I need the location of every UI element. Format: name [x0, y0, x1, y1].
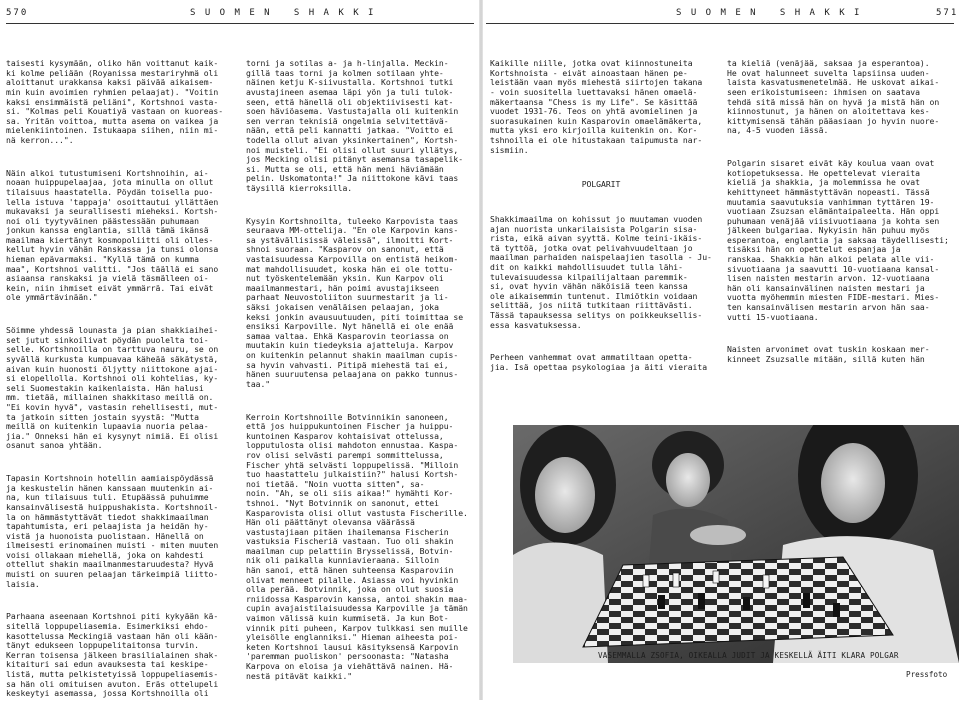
- header-rule-right: [486, 23, 954, 24]
- paragraph: taisesti kysymään, oliko hän voittanut kaik- ki kolme peliään (Royanissa mestariryhmä oli aloittanut urakkansa kaksi päivää aikaisem- min kuin avoimien ryhmien pelaajat). "Voitin kaksi ensimmäistä peliäni", Kortshnoi vasta- si. "Kolmas peli Kouatiyä vastaan on kuoreas- sa. Yritän voittoa, mutta asema on vaikea ja mielenkiintoinen. Istukaapa siihen, niin mi- nä kerron...".: [6, 58, 224, 145]
- column-1: [6, 40, 228, 722]
- photo-credit: Pressfoto: [906, 670, 948, 679]
- photo-image: [513, 425, 959, 663]
- paragraph: Kerroin Kortshnoille Botvinnikin sanoneen, että jos huippukuntoinen Fischer ja huippu- kuntoinen Kasparov kohtaisivat ottelussa, lopputulosta olisi mahdoton ennustaa. Kaspa- rov olisi selvästi parempi sommittelussa, Fischer yhtä selvästi loppupelissä. "Milloin tuo haastattelu julkaistiin?" halusi Kortsh- noi tietää. "Noin vuotta sitten", sa- noin. "Ah, se oli siis aikaa!" hymähti Kor- tshnoi. "Nyt Botvinnik on sanonut, ettei Kasparovista olisi ollut vastusta Fischerille. Hän oli päättänyt olevansa väärässä vastustajiaan pitäen ihailemansa Fischerin vastuksia Fischeriä vastaan. Tuo oli shakin maailman cup pelattiin Brysselissä, Botvin- nik oli paikalla kunniavieraana. Silloin hän sanoi, että hänen suhteensa Kasparoviin olivat menneet pilalle. Asiassa voi hyvinkin olla perää. Botvinnik, joka on ollut suosia rniidossa Kasparovin kanssa, antoi shakin maa- cupin avajaistilaisuudessa Karpoville ja tämän vaimon välissä kuin kummisetä. Ja kun Bot- vinnik piti puheen, Karpov tulkkasi sen muille yleisölle englanniksi." Hieman aiheesta poi- keten Kortshnoi lausui käsityksensä Karpovin 'paremman puoliskon' persoonasta: "Natasha Karpova on eloisa ja viehättävä nainen. Hä- nestä pitävät kaikki.": [246, 411, 468, 681]
- page-number-right: 571: [936, 8, 959, 18]
- column-4: [727, 40, 957, 378]
- paragraph: Kysyin Kortshnoilta, tuleeko Karpovista taas seuraava MM-ottelija. "En ole Karpovin kans- sa ystävällisissä väleissä", ilmoitti Kort- shnoi suoraan. "Kasparov on sanonut, että vastaisuudessa Karpovilla on entistä heikom- mat mahdollisuudet, koska hän ei ole tottu- nut työskentelemään yksin. Kun Karpov oli maailmanmestari, hän poimi avustajikseen parhaat Neuvostoliiton suurmestarit ja li- säksi jokaisen venäläisen pelaajan, joka keksi jonkin avausuutuuden, piti toimittaa se ensiksi Karpoville. Nyt hänellä ei ole enää samaa valtaa. Ehkä Kasparovin teoriassa on muutakin kuin tiedeyksia ajatteluja. Karpov on kuitenkin pelannut shakin maailman cupis- sa hyvin vahvasti. Pitipä miehestä tai ei, hänen suuruutensa pelaajana on pakko tunnus- taa.": [246, 215, 464, 389]
- page-number-left: 570: [6, 8, 29, 18]
- paragraph: Söimme yhdessä lounasta ja pian shakkiaihei- set jutut sinkoilivat pöydän puolelta toi- selle. Kortshnoilla on tarttuva nauru, se on syvällä kurkusta kumpuavaa käheää säkätystä, aivan kuin huonosti öljytty niittokone ajai- si elopellolla. Kortshnoi oli kohtelias, ky- seli Suomestakin kaikenlaista. Hän halusi mm. tietää, millainen shakkitaso meillä on. "Ei kovin hyvä", vastasin rehellisesti, mut- ta jatkoin sitten jostain syystä: "Mutta meillä on kuitenkin lupaavia nuoria pelaa- jia." Onneksi hän ei kysynyt nimiä. Ei olisi osanut sanoa yhtään.: [6, 325, 219, 451]
- photo-polgar-family: [513, 425, 959, 663]
- paragraph: Perheen vanhemmat ovat ammatiltaan opetta- jia. Isä opettaa psykologiaa ja äiti vieraita: [490, 352, 708, 372]
- photo-caption: VASEMMALLA ZSOFIA, OIKEALLA JUDIT JA KESKELLÄ ÄITI KLARA POLGAR: [598, 651, 899, 660]
- section-heading: POLGARIT: [581, 179, 621, 190]
- paragraph: Kaikille niille, jotka ovat kiinnostuneita Kortshnoista - eivät ainoastaan hänen pe- leistään vaan myös miehestä siirtojen takana - voin suositella luettavaksi hänen omaelä- mäkertaansa "Chess is my Life". Se käsittää vuodet 1931-76. Teos on yhtä avomielinen ja suorasukainen kuin Kasparovin omaelämäkerta, mutta yksi ero kirjoilla kuitenkin on. Kor- tshnoilla ei ole hitustakaan taipumusta nar- sismiin.: [490, 58, 703, 155]
- paragraph: Parhaana aseenaan Kortshnoi piti kykyään kä- sitellä loppupeliasemia. Esimerkiksi ehdo- kasottelussa Meckingiä vastaan hän oli kään- tänyt edukseen loppupelitaitonsa turvin. Kerran toisensa jälkeen brasilialainen shak- kitaituri sai edun avauksesta tai keskipe- listä, mutta pelkistetyissä loppupeliasemis- sa hän oli omituisen avuton. Eräs ottelupeli keskeytyi asemassa, jossa Kortshnoilla oli: [6, 611, 219, 699]
- paragraph: Polgarin sisaret eivät käy koulua vaan ovat kotiopetuksessa. He opettelevat vieraita kieliä ja shakkia, ja molemmissa he ovat kehittyneet hämmästyttävän nopeasti. Tässä muutamia saavutuksia vanhimman tyttären 19- vuotiaan Zsuzsan elämäntaipaleelta. Hän oppi puhumaan venäjää viisivuotiaana ja kohta sen jälkeen bulgariaa. Nykyisin hän puhuu myös esperantoa, englantia ja saksaa täydellisesti; tisäksi hän on opettelut espanjaa ja ranskaa. Shakkia hän alkoi pelata alle vii- sivuotiaana ja saavutti 10-vuotiaana kansal- lisen naisten mestarin arvon. 12-vuotiaana hän oli kansainvälinen naisten mestari ja vuotta myöhemmin miesten FIDE-mestari. Mies- ten kansainvälisen mestarin arvon hän saa- vutti 15-vuotiaana.: [727, 158, 949, 322]
- left-page: [0, 0, 480, 700]
- paragraph: Shakkimaailma on kohissut jo muutaman vuoden ajan nuorista unkarilaisista Polgarin sisa- rista, eikä aivan syyttä. Kolme teini-ikäis- tä tyttöä, jotka ovat pelivahvuudeltaan jo maailman parhaiden naispelaajien tasolla - Ju- dit on kaikki mahdollisuudet tulla lähi- tulevaisuudessa kilpailijaltaan paremmik- si, ovat hyvin vähän näköisiä teen kanssa ole aikaisemmin tuntenut. Ilmiötkin voidaan selittää, jos niitä tutkitaan riittävästi. Tässä tapauksessa selitys on poikkeuksellis- essa kasvatuksessa.: [490, 214, 712, 330]
- paragraph: Näin alkoi tutustumiseni Kortshnoihin, ai- noaan huippupelaajaa, jota minulla on ollut tilaisuus haastatella. Pöydän toisella puo- lella istuva 'tappaja' osoittautui yllättäen mukavaksi ja seurallisesti mieheksi. Kortsh- noi oli tyytyväinen päästessään puhumaan jonkun kanssa englantia, sillä tämä ikänsä maailmaa kiertänyt kosmopoliitti oli olles- kellut hyvin vähän Ranskassa ja tunsi olonsa hieman epävarmaksi. "Kyllä tämä on kumma maa", Kortshnoi valitti. "Jos täällä ei sano asiaansa ranskaksi ja vielä täsmälleen oi- kein, niin ihmiset eivät ymmärrä. Tai eivät ole ymmärtävinään.": [6, 167, 219, 303]
- paragraph: torni ja sotilas a- ja h-linjalla. Meckin- gillä taas torni ja kolmen sotilaan yhte- näinen ketju K-siivustalla. Kortshnoi tutki avustajineen asemaa läpi yön ja tuli tulok- seen, että hänellä oli objektiivisesti kat- soen häviöasema. Vastustajalla oli kuitenkin sen verran teknisiä ongelmia selvitettävä- nään, että peli kannatti jatkaa. "Voitto ei todella ollut aivan yksinkertainen", Kortsh- noi muisteli. "Ei olisi ollut suuri yllätys, jos Mecking olisi pitänyt asemansa tasapelik- si. Mutta se oli, että hän meni häviämään pelin. Uskomatonta!" Ja niittokone kävi taas täysillä kierroksilla.: [246, 58, 464, 193]
- paragraph: ta kieliä (venäjää, saksaa ja esperantoa). He ovat halunneet suvelta lapsiinsa uuden- laista kasvatusmenetelmää. He uskovat aikai- seen erikoistumiseen: ihmisen on saatava tehdä sitä missä hän on hyvä ja mistä hän on kiinnostunut, ja hänen on aloitettava kes- kittymisensä tähän pääasiaan jo hyvin nuore- na, 4-5 vuoden iässä.: [727, 58, 940, 136]
- paragraph: Naisten arvonimet ovat tuskin koskaan mer- kinneet Zsuzsalle mitään, sillä kuten hän: [727, 344, 930, 364]
- column-2: [246, 40, 476, 704]
- paragraph: Tapasin Kortshnoin hotellin aamiaispöydässä ja keskustelin hänen kanssaan muutenkin ai- na, kun tilaisuus tuli. Etupäässä puhuimme kansainvälisestä huippushakista. Kortshnoil- la on hämmästyttävät tiedot shakkimaailman tapahtumista, eri pelaajista ja heidän hy- vistä ja huonoista puolistaan. Hänellä on ilmeisesti erinomainen muisti - miten muuten voisi ollakaan miehellä, joka on kahdesti ottellut shakin maailmanmestaruudesta? Hyvä muisti on suuren pelaajan tärkeimpiä liitto- laisia.: [6, 473, 219, 589]
- running-head-left: S U O M E N S H A K K I: [190, 8, 376, 18]
- column-3: [490, 40, 712, 386]
- running-head-right: S U O M E N S H A K K I: [676, 8, 862, 18]
- header-rule-left: [6, 23, 474, 24]
